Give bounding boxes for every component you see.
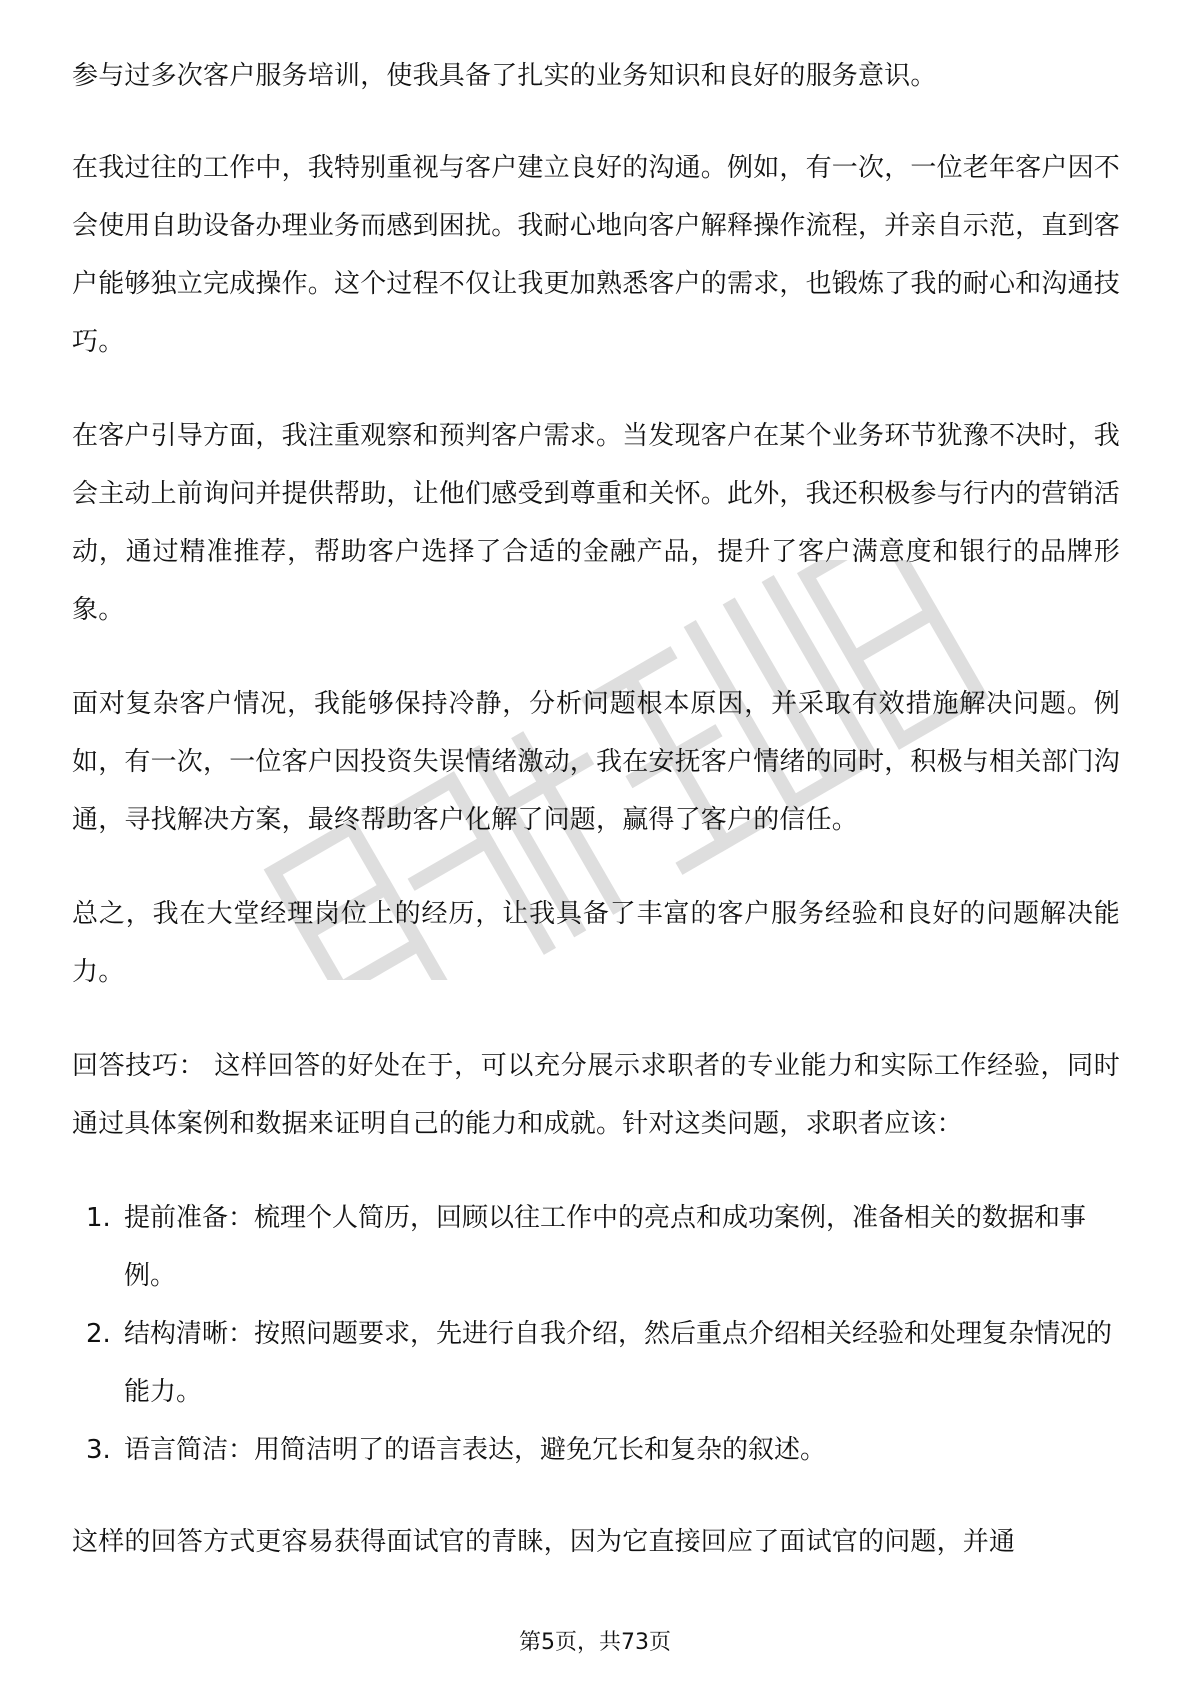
paragraph-guidance: 在客户引导方面，我注重观察和预判客户需求。当发现客户在某个业务环节犹豫不决时，我会主动上前询问并提供帮助，让他们感受到尊重和关怀。此外，我还积极参与行内的营销活动，通过精准推荐，帮助客户选择了合适的金融产品，提升了客户满意度和银行的品牌形象。 <box>72 421 1121 625</box>
list-number: 1. <box>86 1203 111 1233</box>
document-body <box>72 47 1120 1607</box>
list-number: 3. <box>86 1435 111 1465</box>
paragraph-training: 参与过多次客户服务培训，使我具备了扎实的业务知识和良好的服务意识。 <box>72 61 937 91</box>
page-number: 第5页，共73页 <box>519 1630 671 1655</box>
paragraph-answer-tips: 回答技巧： 这样回答的好处在于，可以充分展示求职者的专业能力和实际工作经验，同时通过具体案例和数据来证明自己的能力和成就。针对这类问题，求职者应该： <box>72 1051 1121 1139</box>
list-number: 2. <box>86 1319 111 1349</box>
list-item <box>72 1189 1120 1305</box>
list-text: 结构清晰：按照问题要求，先进行自我介绍，然后重点介绍相关经验和处理复杂情况的能力。 <box>124 1319 1113 1407</box>
list-item <box>72 1421 1120 1479</box>
tips-list <box>72 1189 1120 1479</box>
list-item <box>72 1305 1120 1421</box>
list-text: 提前准备：梳理个人简历，回顾以往工作中的亮点和成功案例，准备相关的数据和事例。 <box>124 1203 1087 1291</box>
paragraph-complex-cases: 面对复杂客户情况，我能够保持冷静，分析问题根本原因，并采取有效措施解决问题。例如，有一次，一位客户因投资失误情绪激动，我在安抚客户情绪的同时，积极与相关部门沟通，寻找解决方案，最终帮助客户化解了问题，赢得了客户的信任。 <box>72 689 1121 835</box>
paragraph-summary: 总之，我在大堂经理岗位上的经历，让我具备了丰富的客户服务经验和良好的问题解决能力。 <box>72 899 1120 987</box>
paragraph-closing: 这样的回答方式更容易获得面试官的青睐，因为它直接回应了面试官的问题，并通 <box>72 1527 1016 1557</box>
list-text: 语言简洁：用简洁明了的语言表达，避免冗长和复杂的叙述。 <box>124 1435 827 1465</box>
paragraph-communication: 在我过往的工作中，我特别重视与客户建立良好的沟通。例如，有一次，一位老年客户因不会使用自助设备办理业务而感到困扰。我耐心地向客户解释操作流程，并亲自示范，直到客户能够独立完成操作。这个过程不仅让我更加熟悉客户的需求，也锻炼了我的耐心和沟通技巧。 <box>72 153 1121 357</box>
